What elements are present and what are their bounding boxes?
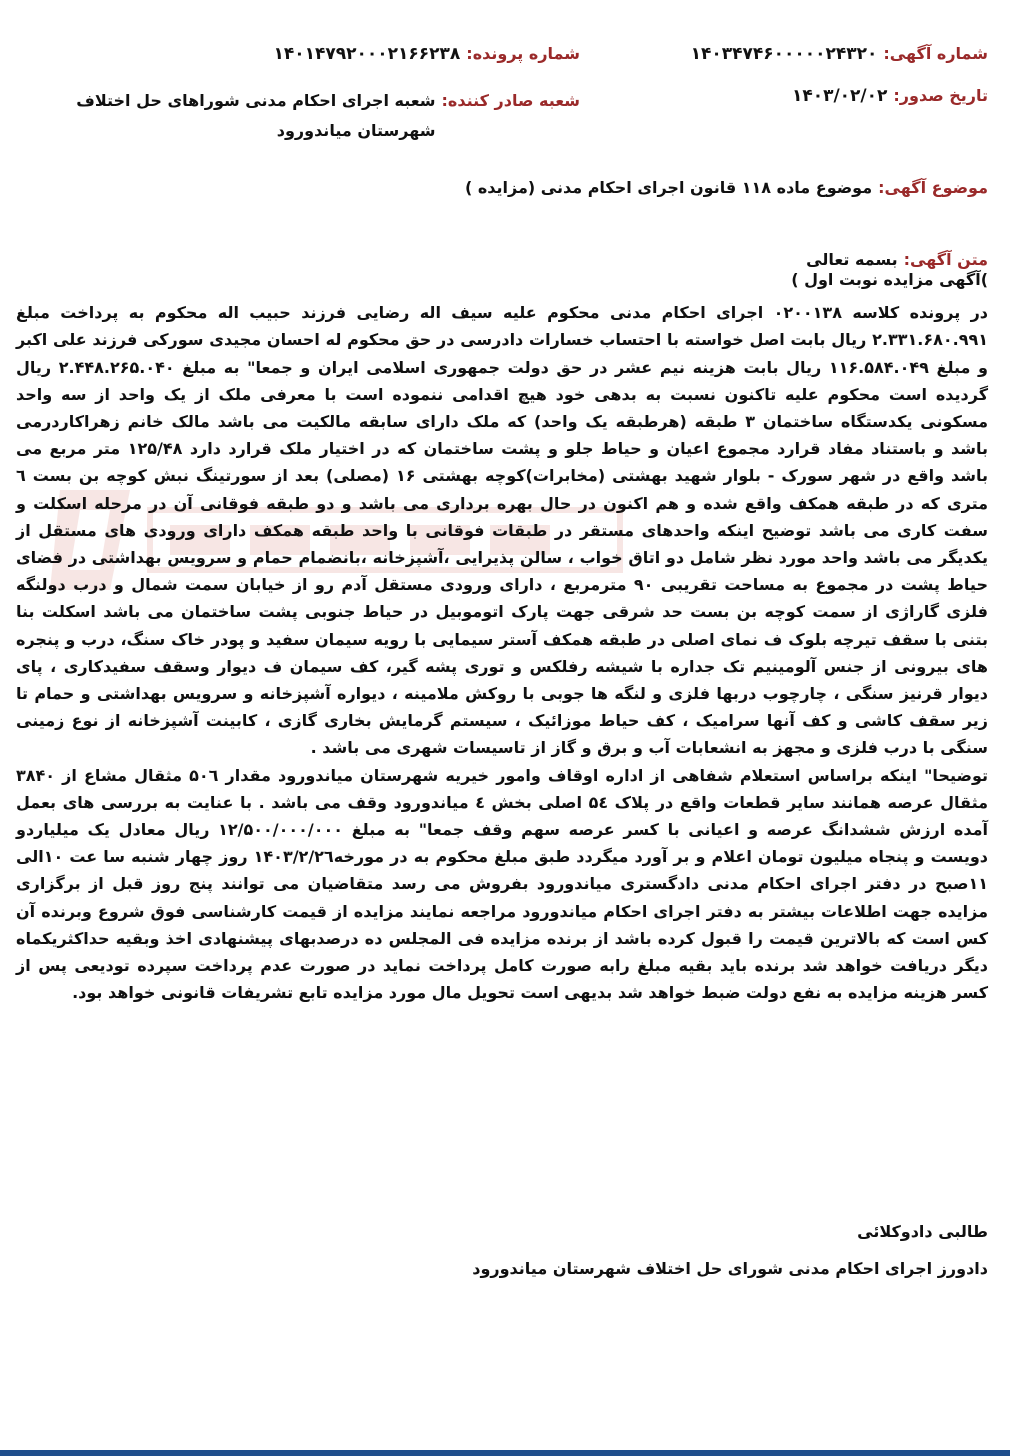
ad-paragraph-2: توضیحا" اینکه براساس استعلام شفاهی از اداره اوقاف وامور خیریه شهرستان میاندورود مقدار ۵۰٦ مثقال مشاع از ۳۸۴۰ مثقال عرصه همانند سایر قطعات واقع در پلاک ۵٤ اصلی بخش ٤ میاندورود وقف می باشد . با عنایت به بررسی های بعمل آمده ارزش ششدانگ عرصه و اعیانی با کسر عرصه سهم وقف جمعا" به مبلغ ۱۲/۵۰۰/۰۰۰/۰۰۰ ریال معادل یک میلیاردو دویست و پنجاه میلیون تومان اعلام و بر آورد میگردد طبق مبلغ محکوم به در مورخه۱۴۰۳/۲/۲٦ روز چهار شنبه سا عت ۱۰الی ۱۱صبح در دفتر اجرای احکام مدنی دادگستری میاندورود بفروش می رسد متقاضیان می توانند پنج روز قبل از برگزاری مزایده جهت اطلاعات بیشتر به دفتر اجرای احکام میاندورود مراجعه نمایند مزایده از قیمت کارشناسی فوق شروع وبرنده آن کس است که بالاترین قیمت را قبول کرده باشد از برنده مزایده فی المجلس ده درصدبهای پیشنهادی اخذ وبقیه حداکثریکماه دیگر دریافت خواهد شد برنده باید بقیه مبلغ رابه صورت کامل پرداخت نماید در صورت عدم پرداخت سپرده تودیعی پس از کسر هزینه مزایده به نفع دولت ضبط خواهد شد بدیهی است تحویل مال مورد مزایده تابع تشریفات قانونی خواهد بود. (16, 765, 989, 1003)
issuer: شعبه اجرای احکام مدنی شوراهای حل اختلاف شهرستان میاندورود (76, 91, 436, 140)
case-number: ۱۴۰۱۴۷۹۲۰۰۰۲۱۶۶۲۳۸ (273, 44, 461, 64)
issue-date-label: تاریخ صدور: (893, 86, 988, 105)
header-meta-left (60, 44, 580, 146)
subject-label: موضوع آگهی: (878, 178, 988, 197)
case-number-label: شماره پرونده: (466, 44, 580, 63)
case-number-row (60, 44, 580, 64)
issuer-row (60, 86, 580, 146)
ad-number: ۱۴۰۳۴۷۴۶۰۰۰۰۰۲۴۳۲۰ (690, 44, 878, 64)
bottom-bar (0, 1450, 1010, 1456)
subject-row (28, 178, 988, 197)
ad-title: )آگهی مزایده نوبت اول ) (791, 270, 988, 289)
ad-number-label: شماره آگهی: (883, 44, 988, 63)
ad-body (16, 266, 988, 1006)
subject-value: موضوع ماده ۱۱۸ قانون اجرای احکام مدنی (مزایده ) (464, 178, 873, 197)
body-label: متن آگهی: (903, 250, 988, 269)
ad-paragraph-1: در پرونده کلاسه ۰۲۰۰۱۳۸ اجرای احکام مدنی محکوم علیه سیف اله رضایی فرزند حبیب اله محکوم به پرداخت مبلغ ۲.۳۳۱.۶۸۰.۹۹۱ ریال بابت اصل خواسته با احتساب خسارات دادرسی در حق محکوم له احسان مجیدی سورکی فرزند علی اکبر و مبلغ ۱۱۶.۵۸۴.۰۴۹ ریال بابت هزینه نیم عشر در حق دولت جمهوری اسلامی ایران و جمعا" به مبلغ ۲.۴۴۸.۲۶۵.۰۴۰ ریال گردیده است محکوم علیه تاکنون نسبت به بدهی خود هیچ اقدامی ننموده است با معرفی ملک از یک واحد از سه واحد مسکونی یکدستگاه ساختمان ۳ طبقه (هرطبقه یک واحد) که ملک دارای سابقه مالکیت می باشد مالک خانم زهراکاردرمی باشد و باستناد مفاد قرارد مجموع اعیان و حیاط جلو و پشت ساختمان که در اختیار ملک قرارد دارد ۱۲۵/۴۸ متر مربع می باشد واقع در شهر سورک - بلوار شهید بهشتی (مخابرات)کوچه بهشتی ۱۶ (مصلی) بعد از سورتینگ نبش کوچه بن بست ٦ متری که در طبقه همکف واقع شده و هم اکنون در حال بهره برداری می باشد و دو طبقه فوقانی آن در مرحله اسکلت و سفت کاری می باشد توضیح اینکه واحدهای مستقر در طبقات فوقانی با واحد طبقه همکف دارای ورودی های مستقل از یکدیگر می باشد واحد مورد نظر شامل دو اتاق خواب ، سالن پذیرایی ،آشپزخانه ،بانضمام حمام و سرویس بهداشتی در فضای حیاط پشت در مجموع به مساحت تقریبی ۹۰ مترمربع ، دارای ورودی مستقل آدم رو از خیابان سمت شمال و درب دولنگه فلزی گاراژی از سمت کوچه بن بست حد شرقی جهت پارک اتوموبیل در حیاط جنوبی پشت ساختمان می باشد اسکلت بنا بتنی با سقف تیرچه بلوک ف نمای اصلی در طبقه همکف آستر سیمایی با رویه سیمان سفید و پودر خاک سنگ، درب و پنجره های بیرونی از جنس آلومینیم تک جداره با شیشه رفلکس و توری پشه گیر، کف سیمان ف دیوار وسقف سفیدکاری ، پای دیوار قرنیز سنگی ، چارچوب دربها فلزی و لنگه ها جوبی با روکش ملامینه ، دیواره آشپزخانه و سرویس بهداشتی و حمام تا زیر سقف کاشی و کف آنها سرامیک ، کف حیاط موزائیک ، سیستم گرمایش بخاری گازی ، کابینت آشپزخانه از نوع زمینی سنگی با درب فلزی و مجهز به انشعابات آب و برق و گاز از تاسیسات شهری می باشد . (16, 303, 989, 758)
header-meta-right (678, 44, 988, 106)
body-opening: بسمه تعالی (806, 250, 898, 269)
signature-name: طالبی دادوکلائی (857, 1222, 988, 1241)
signature-title: دادورز اجرای احکام مدنی شورای حل اختلاف شهرستان میاندورود (472, 1259, 988, 1278)
issue-date-row (678, 86, 988, 106)
issue-date: ۱۴۰۳/۰۲/۰۲ (791, 86, 888, 106)
signature-block (472, 1222, 988, 1278)
ad-number-row (678, 44, 988, 64)
issuer-label: شعبه صادر کننده: (441, 91, 580, 110)
